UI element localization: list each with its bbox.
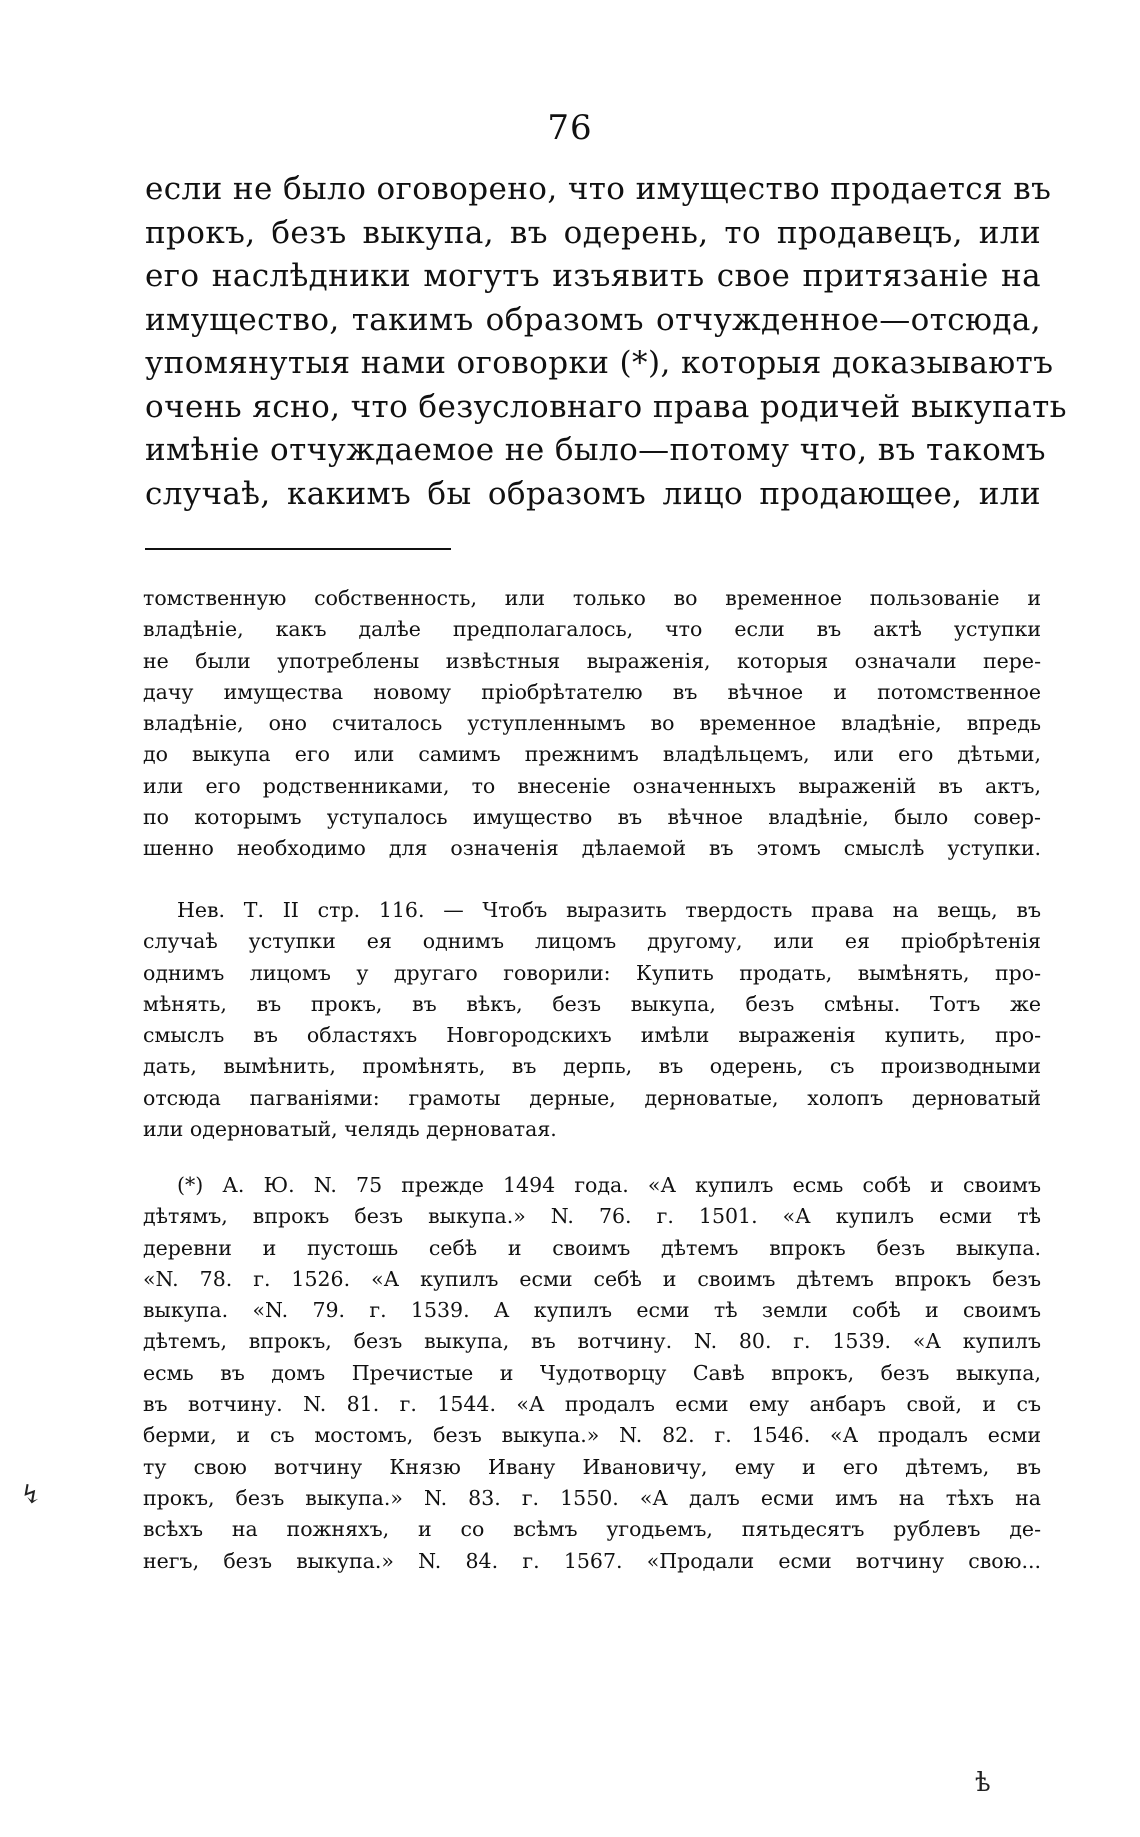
footnote-reference-nev	[143, 895, 1041, 1145]
footnote-line: шенно необходимо для означенія дѣлаемой въ этомъ смыслѣ уступки.	[143, 836, 1041, 861]
footnote-line: ту свою вотчину Князю Ивану Ивановичу, ему и его дѣтемъ, въ	[143, 1454, 1041, 1479]
main-text-line: имѣніе отчуждаемое не было—потому что, въ такомъ	[145, 432, 1046, 468]
footnote-separator	[145, 548, 451, 550]
footnote-line: дѣтемъ, впрокъ, безъ выкупа, въ вотчину. N. 80. г. 1539. «А купилъ	[143, 1329, 1041, 1354]
main-text-line: его наслѣдники могутъ изъявить свое притязаніе на	[145, 258, 1041, 294]
footnote-line: негъ, безъ выкупа.» N. 84. г. 1567. «Продали есми вотчину свою...	[143, 1548, 1041, 1573]
main-text-line: очень ясно, что безусловнаго права родичей выкупать	[145, 388, 1067, 425]
footnote-line: или его родственниками, то внесеніе означенныхъ выраженій въ актъ,	[143, 773, 1041, 798]
footnote-continuation	[143, 583, 1041, 865]
footnote-line: по которымъ уступалось имущество въ вѣчное владѣніе, было совер-	[143, 805, 1041, 830]
footnote-line: деревни и пустошь себѣ и своимъ дѣтемъ впрокъ безъ выкупа.	[143, 1235, 1041, 1260]
footnote-line: всѣхъ на пожняхъ, и со всѣмъ угодьемъ, пятьдесятъ рублевъ де-	[143, 1517, 1041, 1542]
footnote-line: въ вотчину. N. 81. г. 1544. «А продалъ есми ему анбаръ свой, и съ	[143, 1392, 1041, 1417]
footnote-line: владѣніе, какъ далѣе предполагалось, что если въ актѣ уступки	[143, 617, 1041, 642]
footnote-line: смыслъ въ областяхъ Новгородскихъ имѣли выраженія купить, про-	[143, 1023, 1041, 1048]
main-text	[145, 168, 1067, 516]
footnote-line: не были употреблены извѣстныя выраженія, которыя означали пере-	[143, 648, 1041, 673]
footnote-line: Нев. Т. II стр. 116. — Чтобъ выразить твердость права на вещь, въ	[177, 898, 1041, 922]
footnote-line: однимъ лицомъ у другаго говорили: Купить продать, вымѣнять, про-	[143, 960, 1041, 985]
footnote-line: мѣнять, въ прокъ, въ вѣкъ, безъ выкупа, безъ смѣны. Тотъ же	[143, 991, 1041, 1016]
footnote-line: дѣтямъ, впрокъ безъ выкупа.» N. 76. г. 1501. «А купилъ есми тѣ	[143, 1204, 1041, 1229]
main-text-line: если не было оговорено, что имущество продается въ	[145, 171, 1052, 207]
footnote-line: отсюда пагваніями: грамоты дерные, дерноватые, холопъ дерноватый	[143, 1085, 1041, 1110]
footnote-line: выкупа. «N. 79. г. 1539. А купилъ есми тѣ земли собѣ и своимъ	[143, 1298, 1041, 1323]
footnote-line: есмь въ домъ Пречистые и Чудотворцу Савѣ впрокъ, безъ выкупа,	[143, 1360, 1041, 1385]
footnote-line: дачу имущества новому пріобрѣтателю въ вѣчное и потомственное	[143, 679, 1041, 704]
margin-ink-mark: ↯	[20, 1480, 42, 1510]
footnote-line: или одерноватый, челядь дерноватая.	[143, 1117, 557, 1142]
footnote-line: случаѣ уступки ея однимъ лицомъ другому, или ея пріобрѣтенія	[143, 929, 1041, 954]
main-text-line: прокъ, безъ выкупа, въ одерень, то продавецъ, или	[145, 214, 1041, 251]
footnote-line: до выкупа его или самимъ прежнимъ владѣльцемъ, или его дѣтьми,	[143, 742, 1041, 767]
footnote-line: берми, и съ мостомъ, безъ выкупа.» N. 82. г. 1546. «А продалъ есми	[143, 1423, 1041, 1448]
main-text-line: случаѣ, какимъ бы образомъ лицо продающее, или	[145, 475, 1041, 512]
footnote-line: «N. 78. г. 1526. «А купилъ есми себѣ и своимъ дѣтемъ впрокъ безъ	[143, 1266, 1041, 1291]
footnote-line: владѣніе, оно считалось уступленнымъ во временное владѣніе, впредь	[143, 711, 1041, 736]
footnote-asterisk	[143, 1170, 1041, 1577]
page-number: 76	[547, 108, 593, 148]
main-text-line: упомянутыя нами оговорки (*), которыя доказываютъ	[145, 345, 1054, 381]
footnote-line: (*) А. Ю. N. 75 прежде 1494 года. «А купилъ есмь собѣ и своимъ	[177, 1173, 1041, 1197]
footnote-line: прокъ, безъ выкупа.» N. 83. г. 1550. «А далъ есми имъ на тѣхъ на	[143, 1485, 1041, 1510]
footnote-line: дать, вымѣнить, промѣнять, въ дерпь, въ одерень, съ производными	[143, 1054, 1041, 1079]
footnote-line: томственную собственность, или только во временное пользованіе и	[143, 586, 1041, 610]
bottom-ink-mark: ѣ	[975, 1768, 991, 1798]
main-text-line: имущество, такимъ образомъ отчужденное—отсюда,	[145, 301, 1041, 338]
